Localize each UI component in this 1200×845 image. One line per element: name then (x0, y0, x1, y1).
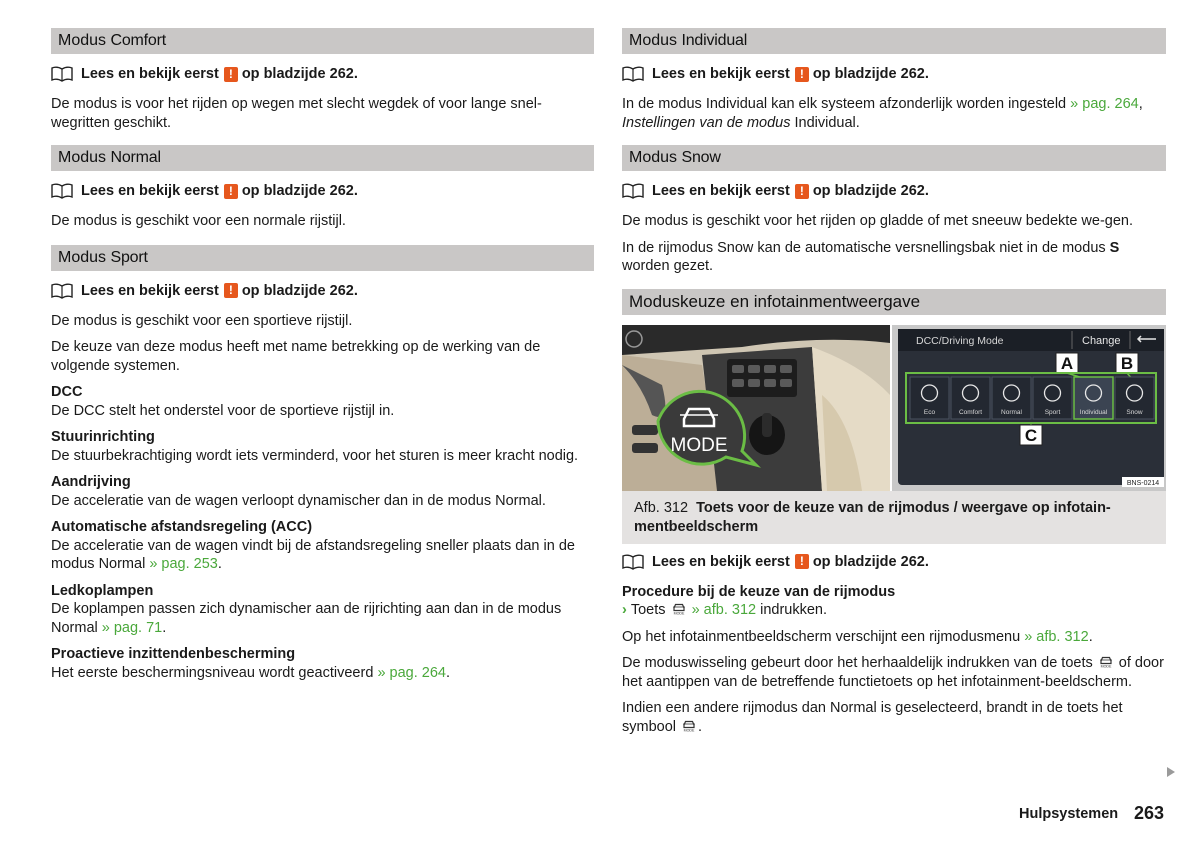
text-run: is geselecteerd, brandt in de toets het symbool (622, 700, 1123, 735)
header-word: Modus (58, 149, 107, 166)
section-title-ref: Instellingen van de modus (622, 114, 791, 131)
reference-text: Lees en bekijk eerst (81, 66, 219, 82)
system-description (51, 492, 594, 511)
text-run: Het eerste beschermingsniveau wordt geactiveerd (51, 664, 374, 681)
section-header-snow (622, 145, 1166, 171)
continue-arrow-icon (1166, 766, 1176, 778)
text-run: of door het aantippen van de betreffende functietoets op het infotainment-beeldscherm. (622, 655, 1164, 690)
warning-icon: ! (795, 554, 809, 569)
section-header-sport (51, 245, 594, 271)
system-acc (51, 518, 594, 574)
system-description (51, 600, 594, 637)
mode-tile-label: Individual (1079, 408, 1108, 416)
text-run: De koplampen passen zich dynamischer aan de rijrichting aan dan in de modus (51, 601, 562, 617)
text-run: . (162, 619, 167, 636)
header-mode-name: Snow (681, 149, 721, 166)
page-link[interactable]: » pag. 264 (377, 664, 446, 681)
mode-button-label: MODE (670, 434, 728, 456)
footer-page-number: 263 (1134, 803, 1165, 823)
warning-icon: ! (224, 67, 238, 82)
mode-name: Normal (829, 700, 877, 716)
text-run: . (855, 114, 860, 131)
system-steering (51, 428, 594, 465)
text-run: De acceleratie van de wagen vindt bij de afstandsregeling sneller plaats dan in de modus (51, 537, 575, 572)
paragraph (622, 95, 1166, 132)
book-icon (51, 66, 73, 82)
book-icon (622, 183, 644, 199)
paragraph: De modus is geschikt voor het rijden op gladde of met sneeuw bedekte we-gen. (622, 213, 1134, 229)
section-header-modekeuze: Moduskeuze en infotainmentweergave (622, 289, 1166, 315)
figure-link[interactable]: » afb. 312 (1024, 628, 1089, 645)
system-description (51, 664, 594, 683)
system-drive (51, 473, 594, 510)
mode-tile-label: Normal (1001, 408, 1022, 416)
reference-page: op bladzijde 262. (812, 183, 929, 199)
procedure-step (622, 601, 1166, 620)
text-run: kan de automatische versnellingsbak niet in de modus (757, 239, 1106, 256)
header-mode-name: Individual (681, 32, 748, 49)
text-run: Op het infotainmentbeeldscherm verschijnt een rijmodusmenu (622, 628, 1021, 645)
label-c: C (1024, 425, 1038, 445)
paragraph: De modus is geschikt voor een normale rijstijl. (51, 213, 346, 229)
section-header-individual (622, 28, 1166, 54)
reference-line (51, 181, 594, 201)
system-title: DCC (51, 384, 83, 400)
reference-line (622, 181, 1166, 201)
reference-text: Lees en bekijk eerst (81, 282, 219, 299)
figure-link[interactable]: » afb. 312 (691, 602, 757, 618)
paragraph: De keuze van deze modus heeft met name betrekking op de werking van de volgende systemen. (51, 339, 541, 374)
figure-number: Afb. 312 (634, 499, 689, 516)
warning-icon: ! (224, 184, 238, 199)
book-icon (622, 66, 644, 82)
figure-312 (622, 325, 1166, 491)
system-dcc (51, 383, 594, 420)
mode-name: Individual (705, 96, 768, 112)
text-run: . (1088, 628, 1093, 645)
text-run: , (1138, 96, 1143, 112)
text-run: indrukken. (760, 602, 828, 618)
mode-name: Snow (717, 239, 754, 256)
system-title: Ledkoplampen (51, 582, 154, 599)
procedure-title: Procedure bij de keuze van de rijmodus (622, 583, 896, 600)
system-description: De DCC stelt het onderstel voor de sportieve rijstijl in. (51, 402, 395, 419)
mode-name: Normal (495, 492, 542, 509)
reference-text: Lees en bekijk eerst (652, 183, 790, 199)
warning-icon: ! (795, 67, 809, 82)
figure-code: BNS-0214 (1126, 479, 1160, 487)
text-run: . (445, 664, 451, 681)
system-description: De stuurbekrachtiging wordt iets verminderd, voor het sturen is meer kracht nodig. (51, 447, 579, 464)
screen-title: DCC/Driving Mode (916, 334, 1004, 347)
mode-tile-label: Eco (923, 408, 936, 416)
reference-text: Lees en bekijk eerst (81, 183, 219, 199)
infotainment-screen (892, 325, 1166, 491)
mode-tile-label: Snow (1126, 408, 1143, 416)
mode-button-icon (1097, 654, 1115, 668)
step-arrow-icon: › (622, 602, 627, 618)
figure-caption (622, 491, 1166, 544)
reference-page: op bladzijde 262. (241, 183, 358, 199)
paragraph: De modus is voor het rijden op wegen met slecht wegdek of voor lange snel-wegritten geschikt. (51, 96, 542, 131)
text-run: Indien een andere rijmodus dan (622, 700, 826, 716)
mode-name: Individual (794, 114, 856, 131)
right-column (622, 28, 1166, 744)
text-run: . (541, 492, 546, 509)
mode-button-icon (680, 718, 698, 732)
paragraph (622, 699, 1166, 736)
warning-icon: ! (224, 283, 238, 298)
mode-name: Normal (51, 619, 98, 636)
header-mode-name: Sport (110, 248, 148, 266)
text-run: worden gezet. (622, 258, 714, 274)
paragraph (622, 628, 1166, 647)
mode-tile-label: Sport (1044, 408, 1061, 416)
text-run: In de modus (622, 96, 702, 112)
paragraph: De modus is geschikt voor een sportieve rijstijl. (51, 312, 353, 329)
label-b: B (1120, 353, 1134, 373)
paragraph (622, 239, 1166, 276)
header-mode-name: Normal (110, 149, 161, 166)
reference-text: Lees en bekijk eerst (652, 66, 790, 82)
system-proactive (51, 645, 594, 682)
system-description (51, 537, 594, 574)
reference-page: op bladzijde 262. (812, 553, 929, 570)
book-icon (51, 183, 73, 199)
change-button[interactable]: Change (1082, 334, 1121, 347)
reference-text: Lees en bekijk eerst (652, 553, 790, 570)
page-link[interactable]: » pag. 264 (1070, 96, 1139, 112)
text-run: De acceleratie van de wagen verloopt dynamischer dan in de modus (51, 492, 492, 509)
reference-line (622, 64, 1166, 84)
paragraph (622, 654, 1166, 691)
header-word: Modus (58, 32, 107, 49)
mode-button-icon (670, 601, 688, 615)
header-mode-name: Comfort (110, 32, 166, 49)
text-run: Toets (630, 602, 666, 618)
text-run: kan elk systeem afzonderlijk worden ingesteld (771, 96, 1067, 112)
text-run: In de rijmodus (622, 239, 714, 256)
system-led (51, 582, 594, 638)
header-word: Modus (58, 248, 107, 266)
gear-letter: S (1109, 239, 1120, 256)
section-header-comfort (51, 28, 594, 54)
system-title: Aandrijving (51, 474, 131, 490)
book-icon (622, 554, 644, 570)
left-column (51, 28, 594, 690)
reference-page: op bladzijde 262. (812, 66, 929, 82)
header-word: Modus (629, 32, 678, 49)
reference-line (51, 281, 594, 301)
label-a: A (1060, 353, 1074, 373)
text-run: De moduswisseling gebeurt door het herhaaldelijk indrukken van de toets (622, 655, 1093, 671)
page-link[interactable]: » pag. 71 (101, 619, 163, 636)
reference-line (51, 64, 594, 84)
reference-line (622, 552, 1166, 572)
mode-tile-label: Comfort (958, 408, 983, 416)
book-icon (51, 283, 73, 299)
header-word: Modus (629, 149, 678, 166)
text-run: . (217, 556, 222, 572)
figure-illustration (622, 325, 1166, 491)
reference-page: op bladzijde 262. (241, 282, 358, 299)
text-run: . (698, 718, 703, 735)
section-header-normal (51, 145, 594, 171)
system-title: Proactieve inzittendenbescherming (51, 646, 296, 662)
mode-name: Normal (98, 556, 146, 572)
system-title: Stuurinrichting (51, 429, 155, 445)
warning-icon: ! (795, 184, 809, 199)
figure-title: Toets voor de keuze van de rijmodus / weergave op infotain-mentbeeldscherm (634, 499, 1111, 535)
footer-chapter-title: Hulpsystemen (1019, 806, 1119, 822)
system-title: Automatische afstandsregeling (ACC) (51, 519, 313, 535)
page-link[interactable]: » pag. 253 (149, 556, 218, 572)
reference-page: op bladzijde 262. (241, 66, 358, 82)
